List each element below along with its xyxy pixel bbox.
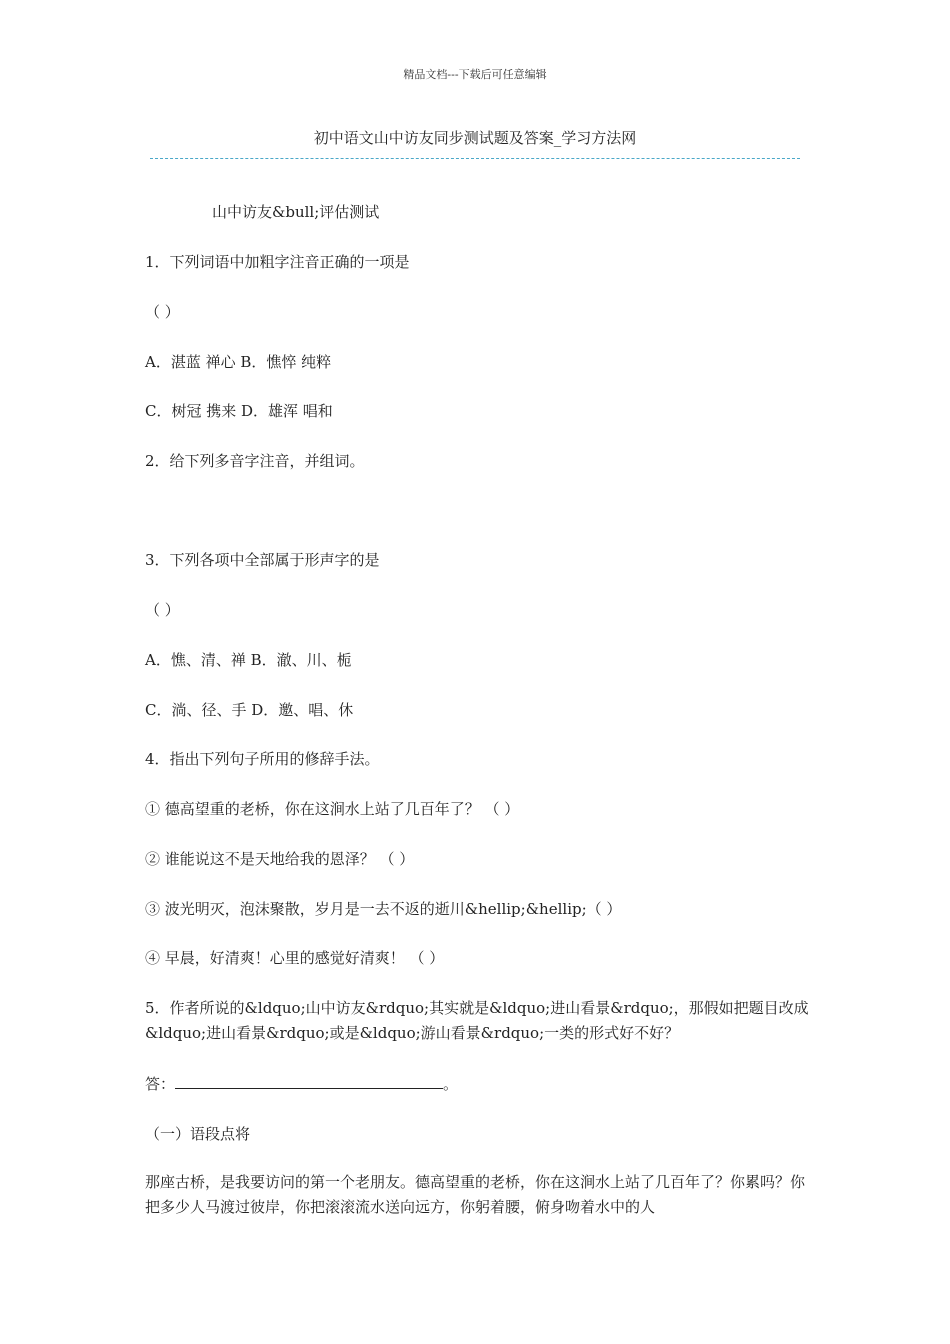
section-heading: （一）语段点将 — [145, 1125, 251, 1143]
question-1-options-ab: A．湛蓝 禅心 B．憔悴 纯粹 — [145, 353, 332, 371]
answer-blank[interactable] — [175, 1073, 443, 1089]
question-3-options-ab: A．憔、清、禅 B．澈、川、栀 — [145, 651, 352, 669]
answer-line — [145, 1073, 458, 1094]
subtitle: 山中访友&bull;评估测试 — [212, 203, 380, 221]
question-3-options-cd: C．淌、径、手 D．邀、唱、休 — [145, 701, 354, 719]
answer-end: 。 — [443, 1075, 459, 1093]
dashed-divider — [150, 158, 800, 159]
question-4-item: ③ 波光明灭，泡沫聚散，岁月是一去不返的逝川&hellip;&hellip;（ ） — [145, 900, 622, 918]
question-2-stem: 2．给下列多音字注音，并组词。 — [145, 452, 365, 470]
passage-text: 那座古桥，是我要访问的第一个老朋友。德高望重的老桥，你在这涧水上站了几百年了？你累吗？你把多少人马渡过彼岸，你把滚滚流水送向远方，你躬着腰，俯身吻着水中的人 — [145, 1173, 806, 1216]
question-4-item: ② 谁能说这不是天地给我的恩泽？ （ ） — [145, 850, 415, 868]
question-4-stem: 4．指出下列句子所用的修辞手法。 — [145, 750, 380, 768]
question-5-stem: 5．作者所说的&ldquo;山中访友&rdquo;其实就是&ldquo;进山看景&rdquo;，那假如把题目改成&ldquo;进山看景&rdquo;或是&ldquo;游山看景&rdquo;一类的形式好不好？ — [145, 999, 809, 1042]
question-3-stem: 3．下列各项中全部属于形声字的是 — [145, 551, 380, 569]
header-note: 精品文档---下载后可任意编辑 — [403, 68, 547, 81]
question-1-options-cd: C．树冠 携来 D．雄浑 唱和 — [145, 402, 333, 420]
question-1-stem: 1．下列词语中加粗字注音正确的一项是 — [145, 253, 410, 271]
question-4-item: ① 德高望重的老桥，你在这涧水上站了几百年了？ （ ） — [145, 800, 520, 818]
answer-label: 答： — [145, 1075, 176, 1093]
question-1-paren: （ ） — [145, 303, 180, 321]
question-4-item: ④ 早晨，好清爽！心里的感觉好清爽！ （ ） — [145, 949, 445, 967]
page-title: 初中语文山中访友同步测试题及答案_学习方法网 — [313, 129, 637, 147]
question-3-paren: （ ） — [145, 601, 180, 619]
